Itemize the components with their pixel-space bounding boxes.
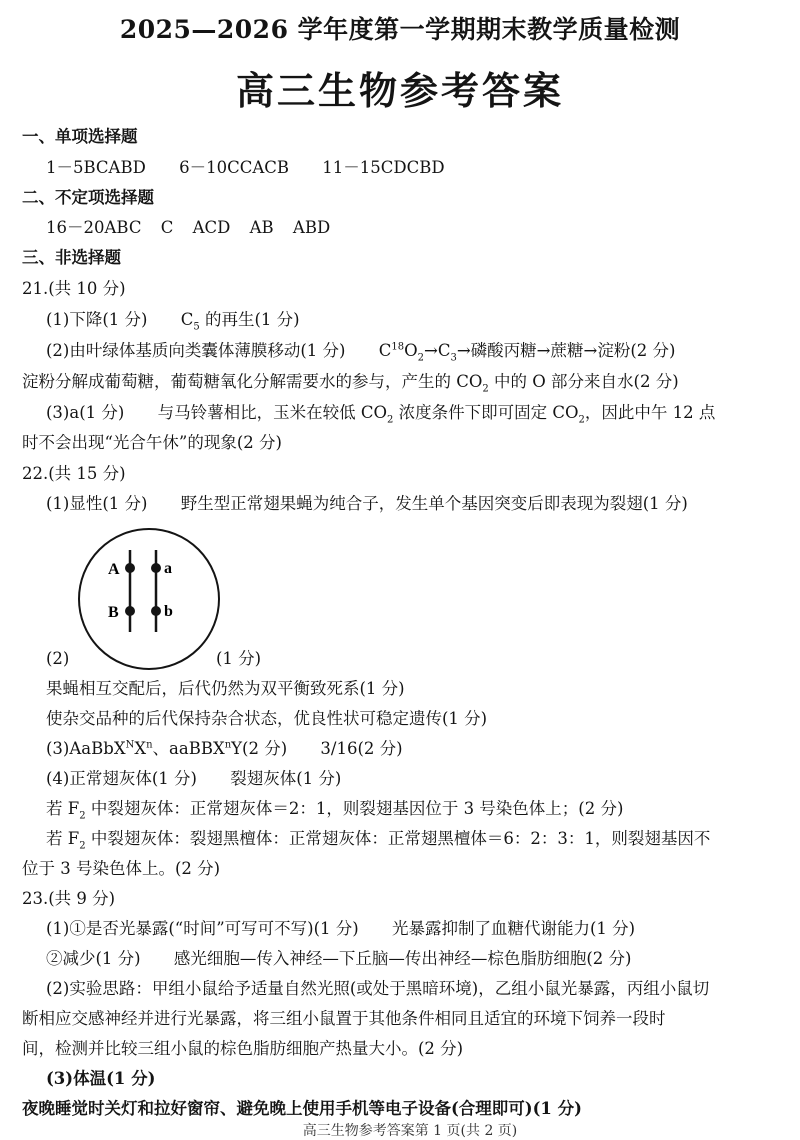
answer-item: C <box>160 218 174 237</box>
answer-item: ACD <box>192 218 231 237</box>
q23-part1-b: ②减少(1 分) 感光细胞—传入神经—下丘脑—传出神经—棕色脂肪细胞(2 分) <box>46 949 632 968</box>
q22-part1: (1)显性(1 分) 野生型正常翅果蝇为纯合子，发生单个基因突变后即表现为裂翅(1 分) <box>46 494 688 513</box>
allele-label: B <box>108 604 119 621</box>
gene-locus-dot <box>125 606 135 616</box>
gene-locus-dot <box>125 563 135 573</box>
q21-heading: 21.(共 10 分) <box>22 279 126 298</box>
q23-part2-line1: (2)实验思路：甲组小鼠给予适量自然光照(或处于黑暗环境)，乙组小鼠光暴露，丙组小鼠切 <box>46 979 710 998</box>
q22-part2-line2: 使杂交品种的后代保持杂合状态，优良性状可稳定遗传(1 分) <box>46 709 488 728</box>
allele-label: a <box>164 560 172 577</box>
section-2-answers <box>46 217 790 239</box>
q22-heading: 22.(共 15 分) <box>22 464 126 483</box>
q22-part2-line1: 果蝇相互交配后，后代仍然为双平衡致死系(1 分) <box>46 679 405 698</box>
q21-part3-continued: 时不会出现“光合午休”的现象(2 分) <box>22 433 282 452</box>
section-3-title: 三、非选择题 <box>22 248 121 267</box>
document-title: 高三生物参考答案 <box>235 68 564 113</box>
q23-part3: (3)体温(1 分) <box>46 1069 156 1088</box>
q21-part3: (3)a(1 分) 与马铃薯相比，玉米在较低 $CO_2$ 浓度条件下即可固定 $CO_2$，因此中午 12 点 <box>46 403 716 426</box>
allele-label: b <box>164 603 173 620</box>
q23-heading: 23.(共 9 分) <box>22 889 116 908</box>
answer-group: 16－20ABC <box>46 218 142 237</box>
q23-part3-answer: 夜晚睡觉时关灯和拉好窗帘、避免晚上使用手机等电子设备(合理即可)(1 分) <box>22 1099 582 1118</box>
q22-part2-label: (2) <box>46 649 70 668</box>
answer-group: 6－10CCACB <box>179 158 289 177</box>
answer-group: 1－5BCABD <box>46 158 146 177</box>
section-1-answers <box>46 157 790 179</box>
answer-item: ABD <box>292 218 331 237</box>
answer-item: AB <box>249 218 274 237</box>
q23-part2-line2: 断相应交感神经并进行光暴露，将三组小鼠置于其他条件相同且适宜的环境下饲养一段时 <box>22 1009 666 1028</box>
q23-part1-a: (1)①是否光暴露(“时间”可写可不写)(1 分) 光暴露抑制了血糖代谢能力(1 分) <box>46 919 636 938</box>
answer-group: 11－15CDCBD <box>322 158 445 177</box>
exam-title: 2025—2026 学年度第一学期期末教学质量检测 <box>119 15 681 44</box>
section-1-title: 一、单项选择题 <box>22 127 138 146</box>
q21-part1: (1)下降(1 分) $C_5$ 的再生(1 分) <box>46 310 300 333</box>
q22-part4-case2-continued: 位于 3 号染色体上。(2 分) <box>22 859 221 878</box>
q21-part2: (2)由叶绿体基质向类囊体薄膜移动(1 分) $C^{18}O_2\to C_3\to$磷酸丙糖→蔗糖→淀粉(2 分) <box>46 341 676 364</box>
gene-locus-dot <box>151 606 161 616</box>
q22-part3: $(3)AaBbX^NX^n$、aaBBX$^n$Y(2 分) 3/16(2 分) <box>46 739 403 758</box>
q23-part2-line3: 间，检测并比较三组小鼠的棕色脂肪细胞产热量大小。(2 分) <box>22 1039 464 1058</box>
section-2-title: 二、不定项选择题 <box>22 188 154 207</box>
page-footer: 高三生物参考答案第 1 页(共 2 页) <box>302 1123 518 1139</box>
q22-part4-case2: 若 $F_2$ 中裂翅灰体：裂翅黑檀体：正常翅灰体：正常翅黑檀体＝6：2：3：1，则裂翅基因不 <box>46 829 711 852</box>
q22-part4-case1: 若 $F_2$ 中裂翅灰体：正常翅灰体＝2：1，则裂翅基因位于 3 号染色体上；(2 分) <box>46 799 624 822</box>
q22-part2-score: (1 分) <box>216 649 262 668</box>
q21-part2-explanation: 淀粉分解成葡萄糖，葡萄糖氧化分解需要水的参与，产生的 $CO_2$ 中的 O 部分来自水(2 分) <box>22 372 679 395</box>
q22-part4: (4)正常翅灰体(1 分) 裂翅灰体(1 分) <box>46 769 342 788</box>
gene-locus-dot <box>151 563 161 573</box>
allele-label: A <box>108 561 120 578</box>
